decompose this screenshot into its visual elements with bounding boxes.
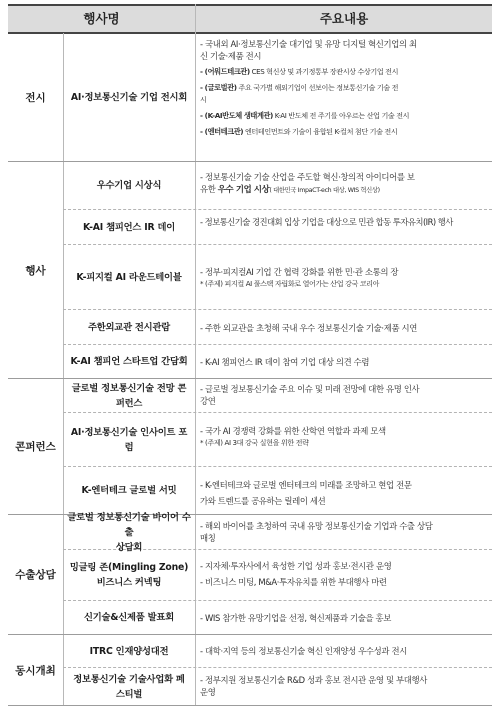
content-physical-ai-roundtable (196, 266, 492, 290)
content-line (200, 82, 489, 94)
hall-tag: - (엔터테크관) (200, 127, 244, 136)
content-diplomat-tour (196, 322, 492, 334)
category-concurrent-events: 동시개최 (15, 664, 56, 677)
content-line: - WIS 참가한 유망기업을 선정, 혁신제품과 기술을 홍보 (200, 613, 391, 623)
event-line: 스티벌 (115, 688, 143, 700)
event-insight-forum (63, 413, 195, 466)
content-startup-meeting (196, 356, 492, 368)
event-buyer-consulting (63, 511, 195, 553)
content-line: 신 기술·제품 전시 (200, 51, 262, 61)
content-line: 가와 트렌드를 공유하는 릴레이 세션 (200, 496, 326, 506)
event-physical-ai-roundtable: K-피지컬 AI 라운드테이블 (76, 271, 182, 283)
event-line: 정보통신기술 기술사업화 페 (73, 673, 185, 685)
content-line: - 정보통신기술 경진대회 입상 기업을 대상으로 민관 합동 투자유치(IR) 행사 (200, 217, 453, 227)
event-line: 퍼런스 (115, 397, 143, 409)
event-line: 글로벌 정보통신기술 전망 콘 (71, 382, 187, 394)
hall-desc: 엔터테인먼트와 기술이 융합된 K-컬처 첨단 기술 전시 (243, 127, 398, 136)
table-bottom-border (8, 705, 492, 706)
content-line: - 비즈니스 미팅, M&A·투자유치를 위한 부대행사 마련 (200, 577, 387, 587)
content-line (200, 66, 489, 78)
hall-desc: CES 혁신상 및 과기정통부 장관시상 수상기업 전시 (249, 67, 399, 76)
event-ai-ict-exhibition: AI·정보통신기술 기업 전시회 (70, 91, 188, 103)
content-buyer-consulting (196, 520, 492, 544)
event-line: 럼 (124, 441, 134, 453)
hall-tag: - (글로벌관) (200, 83, 237, 92)
header-event-name: 행사명 (8, 4, 195, 32)
event-line: 비즈니스 커넥팅 (96, 577, 162, 588)
table-top-border (8, 4, 492, 6)
content-line: 강연 (200, 396, 216, 406)
content-ai-ict-exhibition (196, 38, 492, 138)
content-note: ( 대한민국 ImpaCT-ech 대상, WIS 혁신상) (269, 187, 380, 194)
content-line: - 해외 바이어를 초청하여 국내 유망 정보통신기술 기업과 수출 상담 (200, 521, 433, 531)
content-commercialization-festival (196, 674, 492, 698)
content-award-ceremony (196, 171, 492, 197)
content-line: - 정보통신기술 기술 산업을 주도할 혁신·창의적 아이디어를 보 (200, 172, 415, 182)
content-line: 운영 (200, 687, 216, 697)
event-mingling-zone (63, 550, 195, 600)
category-export-consulting: 수출상담 (15, 569, 56, 581)
hall-tag: - (K-AI반도체 생태계관) (200, 111, 273, 120)
event-line: 상담회 (115, 541, 143, 553)
event-commercialization-festival (63, 668, 195, 705)
header-main-content: 주요내용 (196, 4, 492, 32)
hall-desc: 주요 국가별 해외기업이 선보이는 정보통신기술 기술 전 (236, 83, 399, 92)
content-line: - 정부·피지컬AI 기업 간 협력 강화를 위한 민·관 소통의 장 (200, 267, 399, 277)
event-line: 글로벌 정보통신기술 바이어 수출 (67, 511, 191, 538)
content-insight-forum (196, 425, 492, 449)
content-line: - 국가 AI 경쟁력 강화를 위한 산학연 역할과 과제 모색 (200, 426, 386, 436)
content-line: - 글로벌 정보통신기술 주요 이슈 및 미래 전망에 대한 유명 인사 (200, 384, 420, 394)
content-line: - 정부지원 정보통신기술 R&D 성과 홍보 전시관 운영 및 부대행사 (200, 675, 427, 685)
event-ir-day: K-AI 챔피언스 IR 데이 (82, 221, 176, 233)
event-startup-meeting: K-AI 챔피언 스타트업 간담회 (70, 356, 188, 367)
hall-desc: K-AI 반도체 전 주기를 아우르는 산업 기술 전시 (272, 111, 410, 120)
event-line: AI·정보통신기술 인사이트 포 (70, 426, 188, 438)
event-table (8, 4, 492, 706)
content-line: - 지자체·투자사에서 육성한 기업 성과 홍보·전시관 운영 (200, 561, 392, 571)
content-line: - K-엔터테크와 글로벌 엔터테크의 미래를 조망하고 현업 전문 (200, 480, 412, 490)
content-line (200, 126, 489, 138)
content-line: - 주한 외교관을 초청해 국내 우수 정보통신기술 기술·제품 시연 (200, 323, 417, 333)
content-line: * (주제) 피지컬 AI 풀스택 자립화로 열어가는 산업 강국 코리아 (200, 279, 380, 288)
content-text: 유한 (200, 184, 218, 194)
content-line (200, 110, 489, 122)
content-line: - K-AI 챔피언스 IR 데이 참여 기업 대상 의견 수렴 (200, 357, 370, 367)
content-ir-day (196, 216, 492, 228)
event-new-tech-presentation: 신기술&신제품 발표회 (84, 612, 174, 623)
category-exhibition: 전시 (25, 91, 46, 104)
event-outlook-conference (63, 379, 195, 412)
category-conference: 콘퍼런스 (15, 441, 56, 453)
hall-tag: - (어워드테크관) (200, 67, 250, 76)
content-line: 시 (200, 95, 207, 104)
event-diplomat-tour: 주한외교관 전시관람 (87, 321, 171, 333)
content-line: * (주제) AI 3대 강국 실현을 위한 전략 (200, 438, 309, 447)
content-new-tech-presentation (196, 612, 492, 624)
content-itrc-talent-fair (196, 645, 492, 657)
content-outlook-conference (196, 383, 492, 407)
event-line: 밍글링 존(Mingling Zone) (69, 562, 189, 573)
event-award-ceremony: 우수기업 시상식 (96, 180, 162, 191)
content-line: 매칭 (200, 533, 216, 543)
content-bold: 우수 기업 시상 (217, 184, 270, 194)
event-entertech-summit: K-엔터테크 글로벌 서밋 (81, 485, 177, 496)
event-itrc-talent-fair: ITRC 인재양성대전 (89, 645, 169, 657)
content-line: - 국내외 AI·정보통신기술 대기업 및 유망 디지털 혁신기업의 최 (200, 39, 417, 49)
category-events: 행사 (25, 264, 46, 277)
content-mingling-zone (196, 560, 492, 588)
content-line (200, 183, 489, 197)
content-entertech-summit (196, 476, 492, 507)
content-line: - 대학·지역 등의 정보통신기술 혁신 인재양성 우수성과 전시 (200, 646, 407, 656)
